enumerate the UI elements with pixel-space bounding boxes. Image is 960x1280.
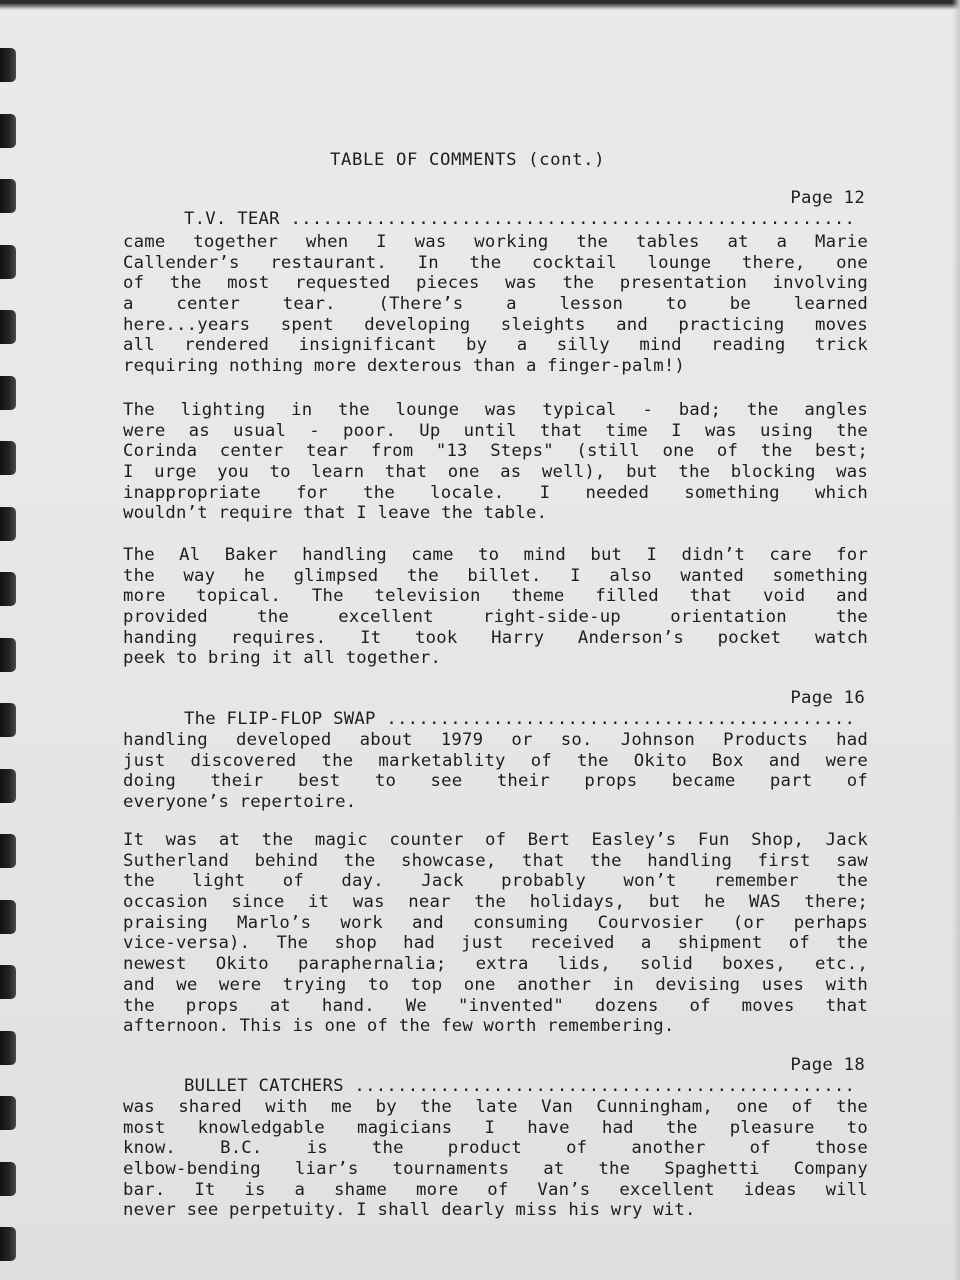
binding-coil bbox=[0, 310, 16, 344]
paragraph-line: were as usual - poor. Up until that time I was using the bbox=[123, 420, 868, 441]
binding-coil bbox=[0, 507, 16, 541]
paragraph-line: inappropriate for the locale. I needed something which bbox=[123, 482, 868, 503]
paragraph bbox=[123, 400, 868, 524]
paragraph-line: It was at the magic counter of Bert Easley’s Fun Shop, Jack bbox=[123, 830, 868, 850]
paragraph-line: and we were trying to top one another in devising uses with bbox=[123, 974, 868, 995]
entry-page-ref: Page 12 bbox=[790, 188, 865, 208]
entry-heading: T.V. TEAR bbox=[183, 208, 280, 229]
paragraph-line: here...years spent developing sleights and practicing moves bbox=[123, 314, 868, 335]
binding-coil bbox=[0, 1096, 16, 1130]
binding-coil bbox=[0, 769, 16, 803]
paragraph-line: all rendered insignificant by a silly mind reading trick bbox=[123, 335, 868, 356]
binding-coil bbox=[0, 1031, 16, 1065]
paragraph-line: a center tear. (There’s a lesson to be learned bbox=[123, 294, 868, 315]
paragraph-line: of the most requested pieces was the presentation involving bbox=[123, 273, 868, 294]
paragraph-line: praising Marlo’s work and consuming Courvosier (or perhaps bbox=[123, 912, 868, 933]
paragraph bbox=[123, 545, 868, 669]
entry-page-ref: Page 16 bbox=[790, 688, 865, 708]
paragraph-line: know. B.C. is the product of another of those bbox=[123, 1138, 868, 1159]
paragraph-line: peek to bring it all together. bbox=[123, 648, 442, 669]
binding-coil bbox=[0, 114, 16, 148]
paragraph-line: Sutherland behind the showcase, that the handling first saw bbox=[123, 850, 868, 871]
paragraph-line: just discovered the marketablity of the Okito Box and were bbox=[123, 750, 868, 771]
paragraph-line: handling developed about 1979 or so. Johnson Products had bbox=[123, 730, 868, 750]
paragraph bbox=[123, 232, 868, 377]
paragraph-line: wouldn’t require that I leave the table. bbox=[123, 503, 548, 524]
binding-coil bbox=[0, 638, 16, 672]
binding-coil bbox=[0, 834, 16, 868]
binding-coil bbox=[0, 376, 16, 410]
paragraph-line: more topical. The television theme filled that void and bbox=[123, 586, 868, 607]
paragraph bbox=[123, 830, 868, 1037]
binding-coil bbox=[0, 572, 16, 606]
paragraph-line: The lighting in the lounge was typical - bad; the angles bbox=[123, 400, 868, 420]
binding-coil bbox=[0, 965, 16, 999]
binding-coil bbox=[0, 48, 16, 82]
binding-coil bbox=[0, 441, 16, 475]
paragraph-line: handing requires. It took Harry Anderson’s pocket watch bbox=[123, 627, 868, 648]
binding-coil bbox=[0, 1162, 16, 1196]
paragraph-line: I urge you to learn that one as well), but the blocking was bbox=[123, 462, 868, 483]
dot-leader: ............................................ bbox=[375, 708, 856, 729]
page-right-edge bbox=[952, 0, 960, 1280]
paragraph-line: the light of day. Jack probably won’t remember the bbox=[123, 871, 868, 892]
paragraph-line: newest Okito paraphernalia; extra lids, solid boxes, etc., bbox=[123, 954, 868, 975]
paragraph-line: Corinda center tear from "13 Steps" (still one of the best; bbox=[123, 441, 868, 462]
dot-leader: ..................................................... bbox=[279, 208, 856, 229]
paragraph bbox=[123, 1097, 868, 1221]
paragraph-line: The Al Baker handling came to mind but I didn’t care for bbox=[123, 545, 868, 565]
paragraph-line: most knowledgable magicians I have had the pleasure to bbox=[123, 1117, 868, 1138]
binding-coil bbox=[0, 703, 16, 737]
paragraph-line: came together when I was working the tables at a Marie bbox=[123, 232, 868, 252]
binding-coil bbox=[0, 179, 16, 213]
paragraph-line: everyone’s repertoire. bbox=[123, 792, 357, 813]
paragraph-line: doing their best to see their props became part of bbox=[123, 771, 868, 792]
paragraph-line: occasion since it was near the holidays, but he WAS there; bbox=[123, 892, 868, 913]
binding-coil bbox=[0, 900, 16, 934]
dot-leader: ............................................... bbox=[343, 1075, 856, 1096]
entry-heading: BULLET CATCHERS bbox=[183, 1075, 344, 1096]
entry-heading: The FLIP-FLOP SWAP bbox=[183, 708, 376, 729]
paragraph-line: the props at hand. We "invented" dozens of moves that bbox=[123, 995, 868, 1016]
paragraph-line: afternoon. This is one of the few worth remembering. bbox=[123, 1016, 675, 1037]
paragraph-line: vice-versa). The shop had just received a shipment of the bbox=[123, 933, 868, 954]
spiral-binding bbox=[0, 0, 30, 1280]
paragraph-line: never see perpetuity. I shall dearly miss his wry wit. bbox=[123, 1200, 696, 1221]
entry-page-ref: Page 18 bbox=[790, 1055, 865, 1075]
binding-coil bbox=[0, 245, 16, 279]
paragraph-line: bar. It is a shame more of Van’s excellent ideas will bbox=[123, 1179, 868, 1200]
paragraph-line: Callender’s restaurant. In the cocktail lounge there, one bbox=[123, 252, 868, 273]
paragraph-line: the way he glimpsed the billet. I also wanted something bbox=[123, 565, 868, 586]
paragraph-line: was shared with me by the late Van Cunningham, one of the bbox=[123, 1097, 868, 1117]
paragraph bbox=[123, 730, 868, 813]
top-edge-shadow bbox=[0, 0, 960, 10]
binding-coil bbox=[0, 1227, 16, 1261]
paragraph-line: elbow-bending liar’s tournaments at the Spaghetti Company bbox=[123, 1159, 868, 1180]
paragraph-line: provided the excellent right-side-up orientation the bbox=[123, 607, 868, 628]
paragraph-line: requiring nothing more dexterous than a finger-palm!) bbox=[123, 356, 686, 377]
page-title: TABLE OF COMMENTS (cont.) bbox=[330, 150, 606, 170]
